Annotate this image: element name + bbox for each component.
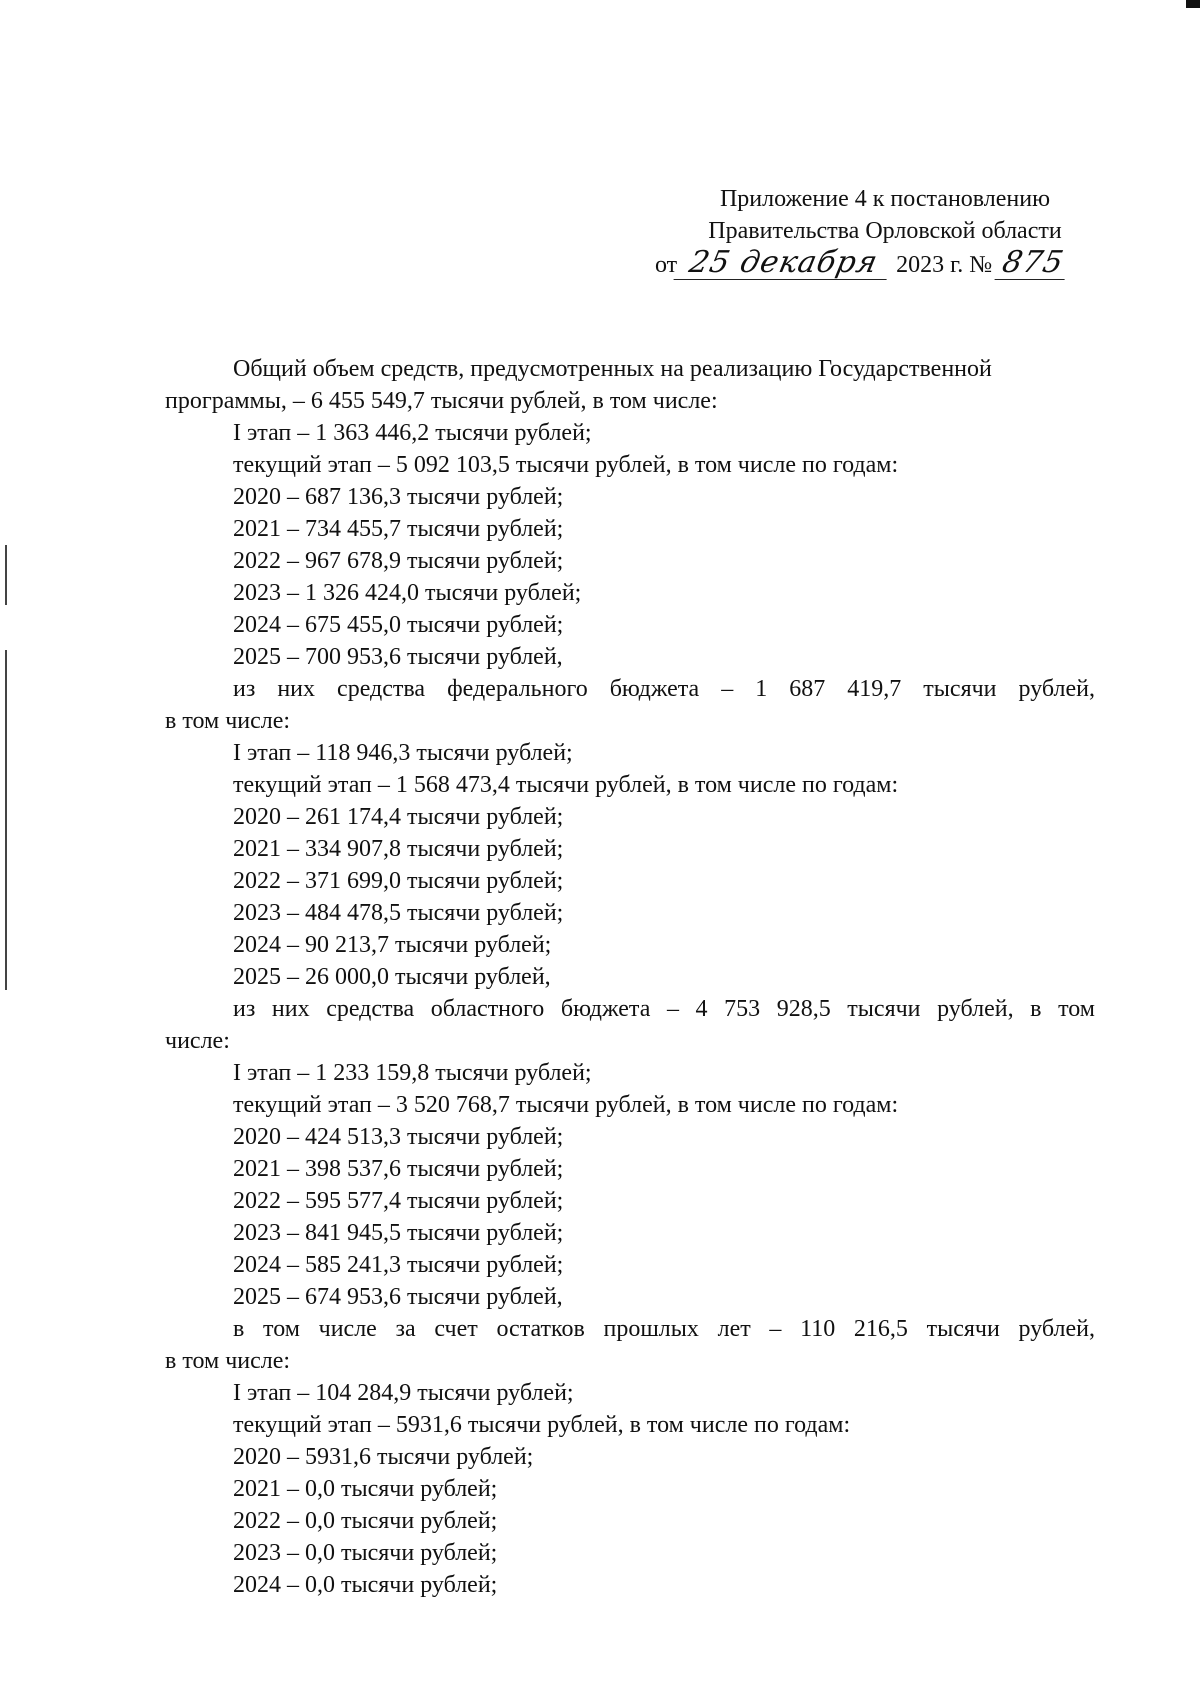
- remainders-year-2021: 2021 – 0,0 тысячи рублей;: [233, 1476, 498, 1502]
- regional-stage1: I этап – 1 233 159,8 тысячи рублей;: [233, 1060, 592, 1086]
- total-stage1: I этап – 1 363 446,2 тысячи рублей;: [233, 420, 592, 446]
- year-number-label: 2023 г. №: [896, 252, 993, 278]
- total-year-2023: 2023 – 1 326 424,0 тысячи рублей;: [233, 580, 582, 606]
- regional-year-2025: 2025 – 674 953,6 тысячи рублей,: [233, 1284, 563, 1310]
- regional-year-2020: 2020 – 424 513,3 тысячи рублей;: [233, 1124, 564, 1150]
- federal-year-2025: 2025 – 26 000,0 тысячи рублей,: [233, 964, 551, 990]
- header-appendix-line: Приложение 4 к постановлению: [719, 186, 1051, 212]
- remainders-year-2022: 2022 – 0,0 тысячи рублей;: [233, 1508, 498, 1534]
- federal-lead: из них средства федерального бюджета – 1 687 419,7 тысячи рублей,: [233, 676, 1095, 702]
- scan-left-line: [5, 650, 7, 990]
- date-prefix: от: [655, 252, 678, 278]
- remainders-lead-cont: в том числе:: [165, 1348, 291, 1374]
- federal-year-2022: 2022 – 371 699,0 тысячи рублей;: [233, 868, 564, 894]
- remainders-year-2020: 2020 – 5931,6 тысячи рублей;: [233, 1444, 534, 1470]
- document-header: [655, 183, 1115, 281]
- regional-current-stage: текущий этап – 3 520 768,7 тысячи рублей, в том числе по годам:: [233, 1092, 899, 1118]
- federal-lead-cont: в том числе:: [165, 708, 291, 734]
- federal-stage1: I этап – 118 946,3 тысячи рублей;: [233, 740, 573, 766]
- remainders-current-stage: текущий этап – 5931,6 тысячи рублей, в том числе по годам:: [233, 1412, 851, 1438]
- federal-year-2024: 2024 – 90 213,7 тысячи рублей;: [233, 932, 552, 958]
- regional-year-2023: 2023 – 841 945,5 тысячи рублей;: [233, 1220, 564, 1246]
- total-year-2022: 2022 – 967 678,9 тысячи рублей;: [233, 548, 564, 574]
- federal-year-2020: 2020 – 261 174,4 тысячи рублей;: [233, 804, 564, 830]
- remainders-lead: в том числе за счет остатков прошлых лет – 110 216,5 тысячи рублей,: [233, 1316, 1095, 1342]
- federal-year-2023: 2023 – 484 478,5 тысячи рублей;: [233, 900, 564, 926]
- regional-year-2022: 2022 – 595 577,4 тысячи рублей;: [233, 1188, 564, 1214]
- scan-left-line: [5, 545, 7, 605]
- remainders-year-2023: 2023 – 0,0 тысячи рублей;: [233, 1540, 498, 1566]
- handwritten-number: 875: [995, 247, 1072, 280]
- header-date-line: [655, 247, 1115, 281]
- document-body: [165, 353, 1095, 1601]
- total-current-stage: текущий этап – 5 092 103,5 тысячи рублей, в том числе по годам:: [233, 452, 899, 478]
- remainders-stage1: I этап – 104 284,9 тысячи рублей;: [233, 1380, 574, 1406]
- total-year-2025: 2025 – 700 953,6 тысячи рублей,: [233, 644, 563, 670]
- handwritten-date: 25 декабря: [674, 247, 894, 280]
- intro-line-1: Общий объем средств, предусмотренных на реализацию Государственной: [233, 356, 992, 382]
- regional-year-2021: 2021 – 398 537,6 тысячи рублей;: [233, 1156, 564, 1182]
- intro-line-2: программы, – 6 455 549,7 тысячи рублей, в том числе:: [165, 388, 718, 414]
- header-government-line: Правительства Орловской области: [708, 218, 1062, 244]
- regional-lead-cont: числе:: [165, 1028, 230, 1054]
- federal-current-stage: текущий этап – 1 568 473,4 тысячи рублей, в том числе по годам:: [233, 772, 899, 798]
- total-year-2021: 2021 – 734 455,7 тысячи рублей;: [233, 516, 564, 542]
- scan-edge-mark: [1186, 0, 1200, 8]
- federal-year-2021: 2021 – 334 907,8 тысячи рублей;: [233, 836, 564, 862]
- total-year-2020: 2020 – 687 136,3 тысячи рублей;: [233, 484, 564, 510]
- regional-lead: из них средства областного бюджета – 4 753 928,5 тысячи рублей, в том: [233, 996, 1095, 1022]
- regional-year-2024: 2024 – 585 241,3 тысячи рублей;: [233, 1252, 564, 1278]
- remainders-year-2024: 2024 – 0,0 тысячи рублей;: [233, 1572, 498, 1598]
- total-year-2024: 2024 – 675 455,0 тысячи рублей;: [233, 612, 564, 638]
